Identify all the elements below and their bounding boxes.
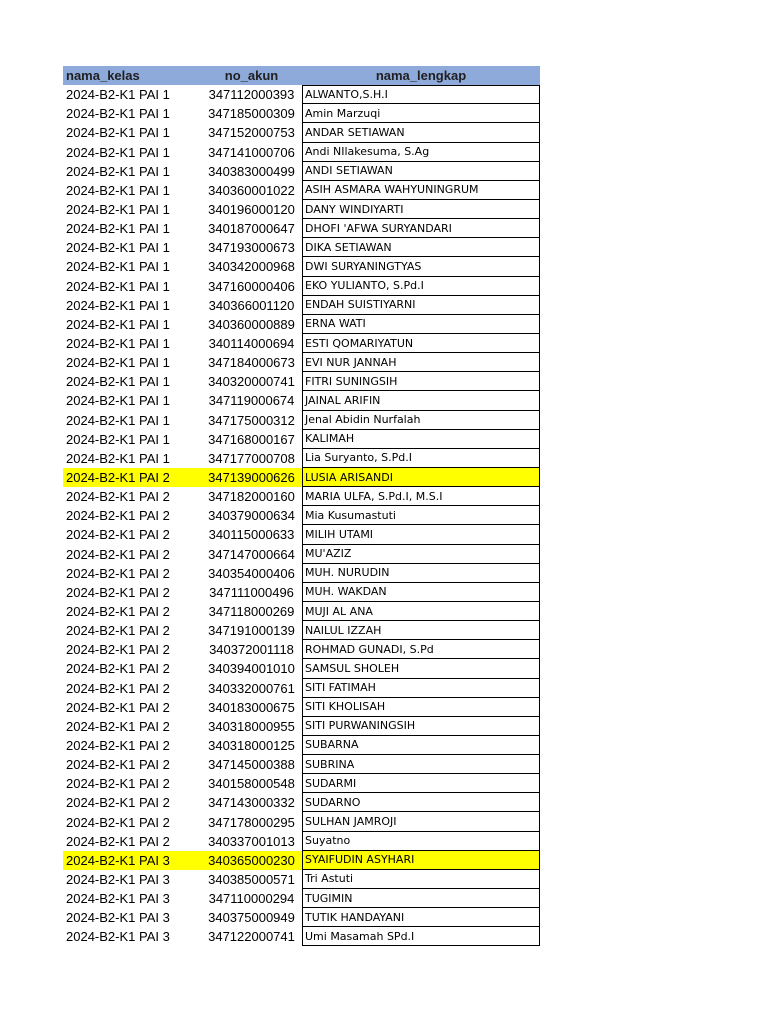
cell-nama-kelas[interactable]: 2024-B2-K1 PAI 2 xyxy=(66,680,170,696)
cell-nama-kelas[interactable]: 2024-B2-K1 PAI 1 xyxy=(66,182,170,198)
table-row[interactable] xyxy=(63,85,540,104)
table-row[interactable] xyxy=(63,334,540,353)
cell-no-akun[interactable]: 347147000664 xyxy=(208,546,295,562)
cell-nama-kelas[interactable]: 2024-B2-K1 PAI 2 xyxy=(66,718,170,734)
cell-nama-lengkap[interactable]: Mia Kusumastuti xyxy=(302,506,540,525)
cell-no-akun[interactable]: 347178000295 xyxy=(208,814,295,830)
table-row[interactable] xyxy=(63,430,540,449)
cell-nama-lengkap[interactable]: SITI FATIMAH xyxy=(302,679,540,698)
cell-no-akun[interactable]: 347119000674 xyxy=(208,393,295,409)
cell-nama-kelas[interactable]: 2024-B2-K1 PAI 1 xyxy=(66,450,170,466)
table-row[interactable] xyxy=(63,411,540,430)
cell-nama-kelas[interactable]: 2024-B2-K1 PAI 1 xyxy=(66,412,170,428)
table-row[interactable] xyxy=(63,296,540,315)
cell-nama-kelas[interactable]: 2024-B2-K1 PAI 3 xyxy=(66,910,170,926)
table-row[interactable] xyxy=(63,391,540,410)
table-row[interactable] xyxy=(63,717,540,736)
table-row[interactable] xyxy=(63,200,540,219)
cell-nama-lengkap[interactable]: ESTI QOMARIYATUN xyxy=(302,334,540,353)
cell-nama-kelas[interactable]: 2024-B2-K1 PAI 3 xyxy=(66,929,170,945)
cell-no-akun[interactable]: 340183000675 xyxy=(208,699,295,715)
table-row[interactable] xyxy=(63,162,540,181)
cell-nama-lengkap[interactable]: SUDARMI xyxy=(302,774,540,793)
table-row[interactable] xyxy=(63,755,540,774)
cell-nama-lengkap[interactable]: MARIA ULFA, S.Pd.I, M.S.I xyxy=(302,487,540,506)
cell-no-akun[interactable]: 340187000647 xyxy=(208,221,295,237)
cell-no-akun[interactable]: 347168000167 xyxy=(208,431,295,447)
cell-no-akun[interactable]: 347177000708 xyxy=(208,450,295,466)
cell-no-akun[interactable]: 347185000309 xyxy=(208,106,295,122)
cell-nama-kelas[interactable]: 2024-B2-K1 PAI 1 xyxy=(66,202,170,218)
cell-nama-kelas[interactable]: 2024-B2-K1 PAI 1 xyxy=(66,144,170,160)
cell-no-akun[interactable]: 340385000571 xyxy=(208,871,295,887)
table-body xyxy=(63,85,540,946)
cell-nama-kelas[interactable]: 2024-B2-K1 PAI 1 xyxy=(66,316,170,332)
cell-nama-lengkap[interactable]: DHOFI 'AFWA SURYANDARI xyxy=(302,219,540,238)
cell-no-akun[interactable]: 347160000406 xyxy=(208,278,295,294)
cell-nama-kelas[interactable]: 2024-B2-K1 PAI 2 xyxy=(66,795,170,811)
cell-nama-kelas[interactable]: 2024-B2-K1 PAI 2 xyxy=(66,737,170,753)
cell-no-akun[interactable]: 340360000889 xyxy=(208,316,295,332)
cell-nama-kelas[interactable]: 2024-B2-K1 PAI 2 xyxy=(66,699,170,715)
table-row[interactable] xyxy=(63,104,540,123)
cell-nama-lengkap[interactable]: TUGIMIN xyxy=(302,889,540,908)
cell-nama-lengkap[interactable]: SITI PURWANINGSIH xyxy=(302,717,540,736)
table-row[interactable] xyxy=(63,774,540,793)
cell-no-akun[interactable]: 340342000968 xyxy=(208,259,295,275)
cell-no-akun[interactable]: 340360001022 xyxy=(208,182,295,198)
cell-nama-lengkap[interactable]: MUH. WAKDAN xyxy=(302,583,540,602)
table-row[interactable] xyxy=(63,908,540,927)
cell-nama-kelas[interactable]: 2024-B2-K1 PAI 2 xyxy=(66,508,170,524)
cell-nama-kelas[interactable]: 2024-B2-K1 PAI 1 xyxy=(66,163,170,179)
cell-nama-kelas[interactable]: 2024-B2-K1 PAI 1 xyxy=(66,125,170,141)
cell-nama-lengkap[interactable]: LUSIA ARISANDI xyxy=(302,468,540,487)
table-row[interactable] xyxy=(63,143,540,162)
table-row[interactable] xyxy=(63,525,540,544)
cell-nama-kelas[interactable]: 2024-B2-K1 PAI 2 xyxy=(66,546,170,562)
cell-nama-kelas[interactable]: 2024-B2-K1 PAI 1 xyxy=(66,240,170,256)
cell-nama-kelas[interactable]: 2024-B2-K1 PAI 2 xyxy=(66,776,170,792)
cell-nama-lengkap[interactable]: TUTIK HANDAYANI xyxy=(302,908,540,927)
cell-nama-lengkap[interactable]: EKO YULIANTO, S.Pd.I xyxy=(302,277,540,296)
cell-no-akun[interactable]: 340115000633 xyxy=(208,527,295,543)
cell-nama-lengkap[interactable]: ALWANTO,S.H.I xyxy=(302,85,540,104)
cell-nama-lengkap[interactable]: SUBRINA xyxy=(302,755,540,774)
table-row[interactable] xyxy=(63,449,540,468)
cell-no-akun[interactable]: 347191000139 xyxy=(208,623,295,639)
table-row[interactable] xyxy=(63,545,540,564)
cell-no-akun[interactable]: 347175000312 xyxy=(208,412,295,428)
cell-nama-lengkap[interactable]: SITI KHOLISAH xyxy=(302,698,540,717)
cell-nama-kelas[interactable]: 2024-B2-K1 PAI 1 xyxy=(66,221,170,237)
cell-nama-kelas[interactable]: 2024-B2-K1 PAI 1 xyxy=(66,374,170,390)
cell-no-akun[interactable]: 340375000949 xyxy=(208,910,295,926)
cell-nama-lengkap[interactable]: SULHAN JAMROJI xyxy=(302,812,540,831)
cell-no-akun[interactable]: 340158000548 xyxy=(208,776,295,792)
table-row[interactable] xyxy=(63,506,540,525)
table-row[interactable] xyxy=(63,487,540,506)
cell-nama-lengkap[interactable]: FITRI SUNINGSIH xyxy=(302,372,540,391)
cell-no-akun[interactable]: 340337001013 xyxy=(208,833,295,849)
cell-nama-lengkap[interactable]: ASIH ASMARA WAHYUNINGRUM xyxy=(302,181,540,200)
table-row[interactable] xyxy=(63,353,540,372)
cell-no-akun[interactable]: 347193000673 xyxy=(208,240,295,256)
table-row[interactable] xyxy=(63,277,540,296)
table-row[interactable] xyxy=(63,832,540,851)
cell-nama-lengkap[interactable]: ANDAR SETIAWAN xyxy=(302,123,540,142)
cell-no-akun[interactable]: 340366001120 xyxy=(208,297,295,313)
table-row[interactable] xyxy=(63,793,540,812)
cell-nama-kelas[interactable]: 2024-B2-K1 PAI 2 xyxy=(66,661,170,677)
cell-nama-kelas[interactable]: 2024-B2-K1 PAI 3 xyxy=(66,891,170,907)
cell-no-akun[interactable]: 340383000499 xyxy=(208,163,295,179)
cell-nama-lengkap[interactable]: Jenal Abidin Nurfalah xyxy=(302,411,540,430)
cell-nama-lengkap[interactable]: DIKA SETIAWAN xyxy=(302,238,540,257)
table-row[interactable] xyxy=(63,698,540,717)
cell-no-akun[interactable]: 340318000955 xyxy=(208,718,295,734)
cell-no-akun[interactable]: 340354000406 xyxy=(208,565,295,581)
cell-nama-kelas[interactable]: 2024-B2-K1 PAI 2 xyxy=(66,470,170,486)
cell-nama-lengkap[interactable]: ROHMAD GUNADI, S.Pd xyxy=(302,640,540,659)
cell-nama-kelas[interactable]: 2024-B2-K1 PAI 2 xyxy=(66,527,170,543)
cell-nama-lengkap[interactable]: ENDAH SUISTIYARNI xyxy=(302,296,540,315)
cell-nama-lengkap[interactable]: DWI SURYANINGTYAS xyxy=(302,257,540,276)
cell-no-akun[interactable]: 347141000706 xyxy=(208,144,295,160)
cell-nama-lengkap[interactable]: Andi NIlakesuma, S.Ag xyxy=(302,143,540,162)
cell-no-akun[interactable]: 347145000388 xyxy=(208,757,295,773)
cell-nama-lengkap[interactable]: MILIH UTAMI xyxy=(302,525,540,544)
cell-no-akun[interactable]: 340379000634 xyxy=(208,508,295,524)
table-row[interactable] xyxy=(63,870,540,889)
cell-nama-lengkap[interactable]: DANY WINDIYARTI xyxy=(302,200,540,219)
cell-no-akun[interactable]: 340365000230 xyxy=(208,852,295,868)
table-row[interactable] xyxy=(63,679,540,698)
cell-no-akun[interactable]: 340114000694 xyxy=(208,336,295,352)
cell-nama-kelas[interactable]: 2024-B2-K1 PAI 2 xyxy=(66,833,170,849)
cell-nama-lengkap[interactable]: Suyatno xyxy=(302,832,540,851)
cell-no-akun[interactable]: 340394001010 xyxy=(208,661,295,677)
cell-nama-kelas[interactable]: 2024-B2-K1 PAI 2 xyxy=(66,565,170,581)
table-row[interactable] xyxy=(63,736,540,755)
cell-no-akun[interactable]: 347110000294 xyxy=(208,891,295,907)
cell-nama-lengkap[interactable]: KALIMAH xyxy=(302,430,540,449)
cell-nama-lengkap[interactable]: JAINAL ARIFIN xyxy=(302,391,540,410)
cell-no-akun[interactable]: 340332000761 xyxy=(208,680,295,696)
cell-nama-kelas[interactable]: 2024-B2-K1 PAI 3 xyxy=(66,871,170,887)
table-row[interactable] xyxy=(63,564,540,583)
table-row[interactable] xyxy=(63,640,540,659)
table-row[interactable] xyxy=(63,583,540,602)
cell-no-akun[interactable]: 347182000160 xyxy=(208,489,295,505)
cell-no-akun[interactable]: 340320000741 xyxy=(208,374,295,390)
header-nama-lengkap[interactable]: nama_lengkap xyxy=(375,68,467,84)
cell-nama-lengkap[interactable]: SYAIFUDIN ASYHARI xyxy=(302,851,540,870)
cell-nama-kelas[interactable]: 2024-B2-K1 PAI 3 xyxy=(66,852,170,868)
cell-no-akun[interactable]: 347152000753 xyxy=(208,125,295,141)
cell-no-akun[interactable]: 347112000393 xyxy=(208,87,295,103)
cell-nama-lengkap[interactable]: ERNA WATI xyxy=(302,315,540,334)
cell-nama-lengkap[interactable]: MU'AZIZ xyxy=(302,545,540,564)
table-row[interactable] xyxy=(63,659,540,678)
cell-nama-kelas[interactable]: 2024-B2-K1 PAI 2 xyxy=(66,642,170,658)
header-no-akun[interactable]: no_akun xyxy=(224,68,279,84)
table-row[interactable] xyxy=(63,468,540,487)
spreadsheet-table xyxy=(63,66,540,946)
cell-no-akun[interactable]: 347143000332 xyxy=(208,795,295,811)
table-row[interactable] xyxy=(63,851,540,870)
cell-nama-kelas[interactable]: 2024-B2-K1 PAI 2 xyxy=(66,604,170,619)
cell-nama-lengkap[interactable]: Umi Masamah SPd.I xyxy=(302,927,540,946)
cell-no-akun[interactable]: 340196000120 xyxy=(208,202,295,218)
cell-no-akun[interactable]: 347118000269 xyxy=(208,604,295,619)
cell-nama-kelas[interactable]: 2024-B2-K1 PAI 2 xyxy=(66,489,170,505)
table-row[interactable] xyxy=(63,812,540,831)
table-row[interactable] xyxy=(63,372,540,391)
cell-nama-kelas[interactable]: 2024-B2-K1 PAI 1 xyxy=(66,278,170,294)
table-row[interactable] xyxy=(63,181,540,200)
cell-nama-kelas[interactable]: 2024-B2-K1 PAI 1 xyxy=(66,297,170,313)
cell-nama-lengkap[interactable]: MUJI AL ANA xyxy=(302,602,540,621)
table-row[interactable] xyxy=(63,315,540,334)
cell-no-akun[interactable]: 347111000496 xyxy=(209,584,294,600)
table-row[interactable] xyxy=(63,219,540,238)
cell-nama-lengkap[interactable]: ANDI SETIAWAN xyxy=(302,162,540,181)
cell-no-akun[interactable]: 340372001118 xyxy=(209,642,294,658)
table-row[interactable] xyxy=(63,621,540,640)
cell-nama-kelas[interactable]: 2024-B2-K1 PAI 1 xyxy=(66,87,170,103)
header-nama-kelas[interactable]: nama_kelas xyxy=(66,68,140,84)
cell-nama-lengkap[interactable]: Lia Suryanto, S.Pd.I xyxy=(302,449,540,468)
cell-nama-kelas[interactable]: 2024-B2-K1 PAI 1 xyxy=(66,393,170,409)
cell-no-akun[interactable]: 347184000673 xyxy=(208,355,295,371)
table-row[interactable] xyxy=(63,927,540,946)
cell-nama-kelas[interactable]: 2024-B2-K1 PAI 2 xyxy=(66,623,170,639)
cell-nama-lengkap[interactable]: SAMSUL SHOLEH xyxy=(302,659,540,678)
cell-nama-kelas[interactable]: 2024-B2-K1 PAI 2 xyxy=(66,584,170,600)
cell-nama-kelas[interactable]: 2024-B2-K1 PAI 2 xyxy=(66,814,170,830)
table-row[interactable] xyxy=(63,889,540,908)
table-row[interactable] xyxy=(63,257,540,276)
cell-nama-kelas[interactable]: 2024-B2-K1 PAI 1 xyxy=(66,106,170,122)
cell-nama-lengkap[interactable]: EVI NUR JANNAH xyxy=(302,353,540,372)
cell-no-akun[interactable]: 347122000741 xyxy=(208,929,295,945)
cell-no-akun[interactable]: 347139000626 xyxy=(208,470,295,486)
cell-nama-kelas[interactable]: 2024-B2-K1 PAI 1 xyxy=(66,431,170,447)
cell-nama-kelas[interactable]: 2024-B2-K1 PAI 1 xyxy=(66,355,170,371)
cell-nama-lengkap[interactable]: Amin Marzuqi xyxy=(302,104,540,123)
table-row[interactable] xyxy=(63,602,540,621)
cell-nama-lengkap[interactable]: NAILUL IZZAH xyxy=(302,621,540,640)
table-row[interactable] xyxy=(63,123,540,142)
cell-nama-lengkap[interactable]: MUH. NURUDIN xyxy=(302,564,540,583)
table-row[interactable] xyxy=(63,238,540,257)
header-row xyxy=(63,66,540,85)
cell-nama-lengkap[interactable]: Tri Astuti xyxy=(302,870,540,889)
cell-nama-lengkap[interactable]: SUBARNA xyxy=(302,736,540,755)
cell-nama-kelas[interactable]: 2024-B2-K1 PAI 1 xyxy=(66,259,170,275)
cell-nama-lengkap[interactable]: SUDARNO xyxy=(302,793,540,812)
cell-nama-kelas[interactable]: 2024-B2-K1 PAI 1 xyxy=(66,336,170,352)
cell-no-akun[interactable]: 340318000125 xyxy=(208,737,295,753)
cell-nama-kelas[interactable]: 2024-B2-K1 PAI 2 xyxy=(66,757,170,773)
